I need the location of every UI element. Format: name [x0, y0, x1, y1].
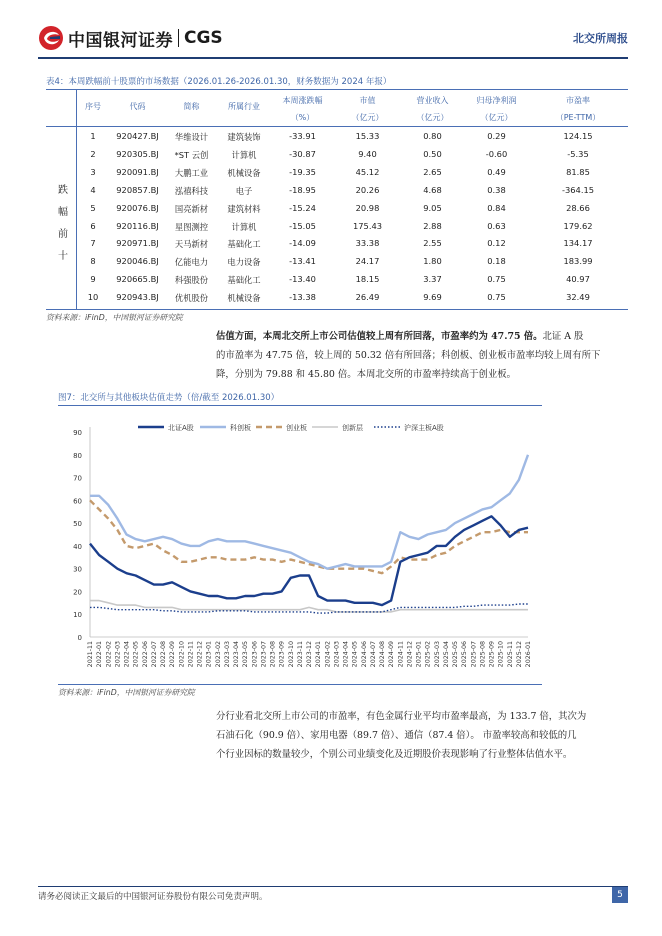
report-title: 北交所周报	[573, 32, 628, 45]
table-cell: -15.05	[289, 220, 316, 231]
table-cell: 2.88	[423, 220, 442, 231]
x-tick-label: 2022-08	[160, 641, 167, 668]
x-tick-label: 2023-10	[287, 641, 295, 668]
table-cell: 3.37	[423, 274, 442, 285]
table-cell: 计算机	[231, 149, 257, 160]
table-cell: 基础化工	[227, 239, 261, 250]
table-cell: 4.68	[423, 184, 442, 195]
table-cell: 8	[90, 256, 96, 267]
table-cell: -33.91	[289, 131, 316, 141]
table-cell: 星图测控	[174, 221, 209, 232]
y-tick-label: 0	[77, 634, 82, 642]
side-char: 幅	[58, 207, 68, 218]
table-cell: 优机股份	[174, 293, 209, 304]
page-number: 5	[612, 887, 628, 903]
legend-label: 科创板	[230, 424, 251, 432]
y-tick-label: 20	[73, 588, 82, 597]
brand-logo	[38, 24, 223, 52]
table-cell: 计算机	[231, 221, 257, 232]
table-cell: 920076.BJ	[116, 202, 159, 213]
x-tick-label: 2022-11	[187, 641, 195, 668]
table-cell: 920046.BJ	[116, 256, 159, 267]
x-tick-label: 2023-04	[233, 641, 240, 668]
para2-line2: 石油石化（90.9 倍）、家用电器（89.7 倍）、通信（87.4 倍）。 市盈率较高和较低的几	[216, 730, 577, 741]
table-header-cell	[528, 92, 628, 126]
table-cell: 3	[90, 166, 96, 177]
table-source: 资料来源：iFinD，中国银河证券研究院	[46, 313, 183, 322]
header-line2: （亿元）	[480, 113, 513, 122]
table-cell: 9.69	[423, 292, 442, 303]
series-line-3	[90, 601, 528, 612]
x-tick-label: 2021-11	[87, 641, 94, 668]
x-tick-label: 2022-02	[105, 641, 113, 668]
table-cell: 0.29	[487, 131, 506, 141]
legend-label: 北证A股	[168, 424, 194, 432]
table-cell: 81.85	[566, 166, 590, 177]
x-tick-label: 2025-02	[424, 641, 432, 668]
x-tick-label: 2025-04	[442, 641, 450, 668]
table-cell: 0.50	[423, 148, 442, 159]
table-side-label	[56, 180, 70, 268]
x-tick-label: 2024-11	[397, 641, 405, 668]
header-rule	[38, 57, 628, 59]
table-cell: 920305.BJ	[116, 148, 159, 159]
para2-line3: 个行业因标的数量较少，个别公司业绩变化及近期股价表现影响了行业整体估值水平。	[216, 749, 573, 760]
x-tick-label: 2022-01	[96, 641, 104, 668]
para1-line1-rest: 北证 A 股	[542, 331, 584, 342]
figure-top-rule	[58, 405, 542, 406]
table-cell: 40.97	[566, 274, 590, 285]
table-cell: 0.12	[487, 238, 506, 249]
table-cell: -18.95	[289, 184, 316, 195]
header-line2: （亿元）	[351, 113, 384, 122]
table-header-cell	[270, 92, 335, 126]
table-cell: -30.87	[289, 148, 316, 159]
x-tick-label: 2024-05	[351, 641, 359, 668]
header-line1: 市值	[359, 96, 376, 105]
para1-line1	[216, 327, 628, 346]
table-cell: -13.41	[289, 256, 316, 267]
x-tick-label: 2024-09	[388, 641, 396, 668]
table-cell: 天马新材	[174, 239, 209, 250]
x-tick-label: 2024-04	[342, 641, 350, 668]
series-line-4	[90, 604, 528, 613]
table-cell: 0.63	[487, 220, 506, 231]
table-cell: 0.75	[487, 292, 506, 303]
table-cell: 179.62	[563, 220, 593, 231]
table-cell: 亿能电力	[174, 257, 209, 268]
table-cell: 基础化工	[227, 275, 261, 286]
y-tick-label: 10	[73, 611, 82, 620]
table-cell: 4	[90, 184, 96, 195]
y-tick-label: 30	[73, 565, 82, 574]
table-bottom-rule	[46, 309, 628, 310]
x-tick-label: 2025-07	[470, 641, 478, 668]
x-tick-label: 2026-01	[525, 641, 532, 668]
table-top-rule	[46, 89, 628, 90]
table-cell: 920971.BJ	[116, 238, 159, 249]
table-cell: 18.15	[355, 274, 380, 285]
table-cell: 1	[90, 131, 96, 141]
x-tick-label: 2023-09	[278, 641, 286, 668]
x-tick-label: 2023-02	[214, 641, 222, 668]
industry-paragraph	[216, 707, 628, 764]
x-tick-label: 2025-01	[415, 641, 423, 668]
header-line1: 本周涨跌幅	[282, 96, 323, 105]
x-tick-label: 2025-03	[433, 641, 441, 668]
table-cell: -0.60	[485, 148, 508, 159]
table-cell: 9	[90, 274, 96, 285]
legend-label: 创业板	[286, 424, 307, 432]
table-cell: 7	[90, 238, 96, 249]
x-tick-label: 2022-10	[178, 641, 186, 668]
legend-label: 沪深主板A股	[404, 424, 444, 432]
table-cell: 泓禧科技	[174, 185, 209, 196]
table-cell: 电子	[235, 185, 253, 196]
x-tick-label: 2024-06	[360, 641, 368, 668]
x-tick-label: 2025-12	[515, 641, 523, 668]
table-cell: 国亮新材	[174, 203, 209, 214]
table-cell: 920943.BJ	[116, 292, 159, 303]
para1-line3: 降，分别为 79.88 和 45.80 倍。本周北交所的市盈率持续高于创业板。	[216, 369, 516, 380]
x-tick-label: 2022-09	[169, 641, 177, 668]
table-cell: 建筑装饰	[227, 132, 261, 142]
side-char: 十	[58, 251, 68, 262]
valuation-paragraph	[216, 327, 628, 384]
table-cell: 9.05	[423, 202, 442, 213]
table-cell: 33.38	[355, 238, 380, 249]
table-cell: -5.35	[567, 148, 589, 159]
table-header-rule	[46, 126, 628, 127]
x-tick-label: 2024-07	[369, 641, 377, 668]
table-cell: 0.80	[423, 131, 442, 141]
table-cell: 机械设备	[227, 293, 261, 304]
x-tick-label: 2022-03	[114, 641, 122, 668]
x-tick-label: 2022-05	[132, 641, 140, 668]
table-header-cell: 代码	[129, 102, 146, 111]
x-tick-label: 2022-06	[141, 641, 149, 668]
table-cell: 24.17	[355, 256, 380, 267]
table-cell: 0.75	[487, 274, 506, 285]
x-tick-label: 2025-09	[488, 641, 496, 668]
x-tick-label: 2022-04	[123, 641, 131, 668]
valuation-line-chart	[58, 410, 542, 682]
table-cell: 2	[90, 148, 96, 159]
table-cell: 920116.BJ	[116, 220, 159, 231]
series-line-1	[90, 455, 528, 569]
x-tick-label: 2022-07	[150, 641, 158, 668]
figure-source: 资料来源：iFinD，中国银河证券研究院	[58, 688, 195, 697]
y-tick-label: 40	[73, 542, 82, 551]
x-tick-label: 2025-11	[506, 641, 514, 668]
header-line2: （%）	[290, 113, 315, 122]
figure-caption: 图7：北交所与其他板块估值走势（倍/截至 2026.01.30）	[58, 393, 280, 403]
table-cell: 6	[90, 220, 96, 231]
y-tick-label: 60	[73, 497, 82, 506]
table-cell: 124.15	[563, 131, 593, 141]
cgs-logo-icon	[38, 25, 64, 51]
table-cell: -13.40	[289, 274, 316, 285]
header-line1: 营业收入	[416, 96, 449, 105]
table-cell: 0.84	[487, 202, 506, 213]
x-tick-label: 2024-01	[315, 641, 323, 668]
table-cell: 20.26	[355, 184, 380, 195]
para1-bold: 估值方面，本周北交所上市公司估值较上周有所回落，市盈率约为 47.75 倍。	[216, 331, 543, 342]
table-cell: 0.38	[487, 184, 506, 195]
table-cell: 华维设计	[174, 132, 209, 142]
x-tick-label: 2023-01	[205, 641, 213, 668]
table-cell: *ST 云创	[174, 149, 209, 160]
table-header-cell	[400, 92, 465, 126]
x-tick-label: 2025-05	[452, 641, 459, 668]
brand-separator	[178, 29, 179, 47]
x-tick-label: 2022-12	[196, 641, 204, 668]
y-tick-label: 90	[73, 429, 82, 437]
table-cell: 920091.BJ	[116, 166, 159, 177]
header-line2: （亿元）	[416, 113, 449, 122]
side-char: 前	[58, 229, 68, 240]
x-tick-label: 2024-03	[333, 641, 341, 668]
table-cell: 2.55	[423, 238, 442, 249]
footer-disclaimer: 请务必阅读正文最后的中国银河证券股份有限公司免责声明。	[38, 892, 268, 902]
x-tick-label: 2023-08	[269, 641, 277, 668]
table-cell: -13.38	[289, 292, 316, 303]
table-cell: 15.33	[355, 131, 380, 141]
table-cell: -19.35	[289, 166, 316, 177]
table-cell: 机械设备	[227, 167, 261, 178]
table-cell: 20.98	[355, 202, 380, 213]
legend-label: 创新层	[342, 424, 363, 432]
table-header-cell: 序号	[85, 102, 101, 111]
x-tick-label: 2023-05	[242, 641, 250, 668]
table-header-cell	[335, 92, 400, 126]
table-cell: 32.49	[566, 292, 590, 303]
x-tick-label: 2023-11	[296, 641, 304, 668]
para2-line1: 分行业看北交所上市公司的市盈率，有色金属行业平均市盈率最高，为 133.7 倍，其次为	[216, 711, 587, 722]
table-cell: 920427.BJ	[116, 131, 159, 141]
x-tick-label: 2024-08	[379, 641, 386, 668]
table-cell: 920665.BJ	[116, 274, 159, 285]
table-cell: 电力设备	[227, 257, 261, 268]
brand-name-en: CGS	[184, 28, 223, 48]
table-header-cell: 所属行业	[228, 102, 260, 111]
table-cell: 175.43	[352, 220, 383, 231]
x-tick-label: 2025-08	[479, 641, 487, 668]
x-tick-label: 2023-12	[306, 641, 313, 668]
table-cell: 建筑材料	[227, 203, 261, 214]
figure-bottom-rule	[58, 684, 542, 685]
brand-name-cn: 中国银河证券	[68, 30, 173, 51]
x-tick-label: 2025-10	[497, 641, 505, 668]
table-cell: 26.49	[355, 292, 380, 303]
footer-rule	[38, 886, 628, 887]
table-cell: 183.99	[563, 256, 593, 267]
x-tick-label: 2025-06	[461, 641, 469, 668]
table-cell: 5	[90, 202, 96, 213]
table-cell: 大鹏工业	[174, 167, 209, 178]
table-cell: 科强股份	[174, 275, 209, 286]
y-tick-label: 50	[73, 520, 82, 529]
table-cell: -364.15	[561, 184, 595, 195]
table-cell: 0.18	[487, 256, 506, 267]
x-tick-label: 2023-06	[251, 641, 259, 668]
table-cell: 45.12	[355, 166, 380, 177]
table-cell: 1.80	[423, 256, 442, 267]
para1-line2: 的市盈率为 47.75 倍，较上周的 50.32 倍有所回落；科创板、创业板市盈率均较上周有所下	[216, 350, 601, 361]
x-tick-label: 2023-07	[260, 641, 268, 668]
table-cell: -15.24	[289, 202, 316, 213]
y-tick-label: 80	[73, 451, 82, 460]
y-tick-label: 70	[73, 474, 82, 483]
x-tick-label: 2024-12	[406, 641, 414, 668]
table-cell: 920857.BJ	[116, 184, 159, 195]
header-line1: 归母净利润	[476, 96, 517, 105]
header-line1: 市盈率	[566, 96, 590, 105]
table-cell: 28.66	[566, 202, 590, 213]
x-tick-label: 2024-02	[324, 641, 332, 668]
table-cell: -14.09	[289, 238, 316, 249]
table-header-cell: 简称	[183, 102, 200, 111]
table-header-cell	[465, 92, 528, 126]
table-cell: 9.40	[358, 148, 377, 159]
table-caption: 表4：本周跌幅前十股票的市场数据（2026.01.26-2026.01.30，财务数据为 2024 年报）	[46, 77, 392, 87]
table-cell: 2.65	[423, 166, 442, 177]
x-tick-label: 2023-03	[223, 641, 231, 668]
table-cell: 10	[87, 292, 99, 303]
header-line2: （PE-TTM）	[555, 113, 601, 122]
table-cell: 134.17	[563, 238, 593, 249]
side-char: 跌	[58, 185, 68, 196]
table-cell: 0.49	[487, 166, 506, 177]
